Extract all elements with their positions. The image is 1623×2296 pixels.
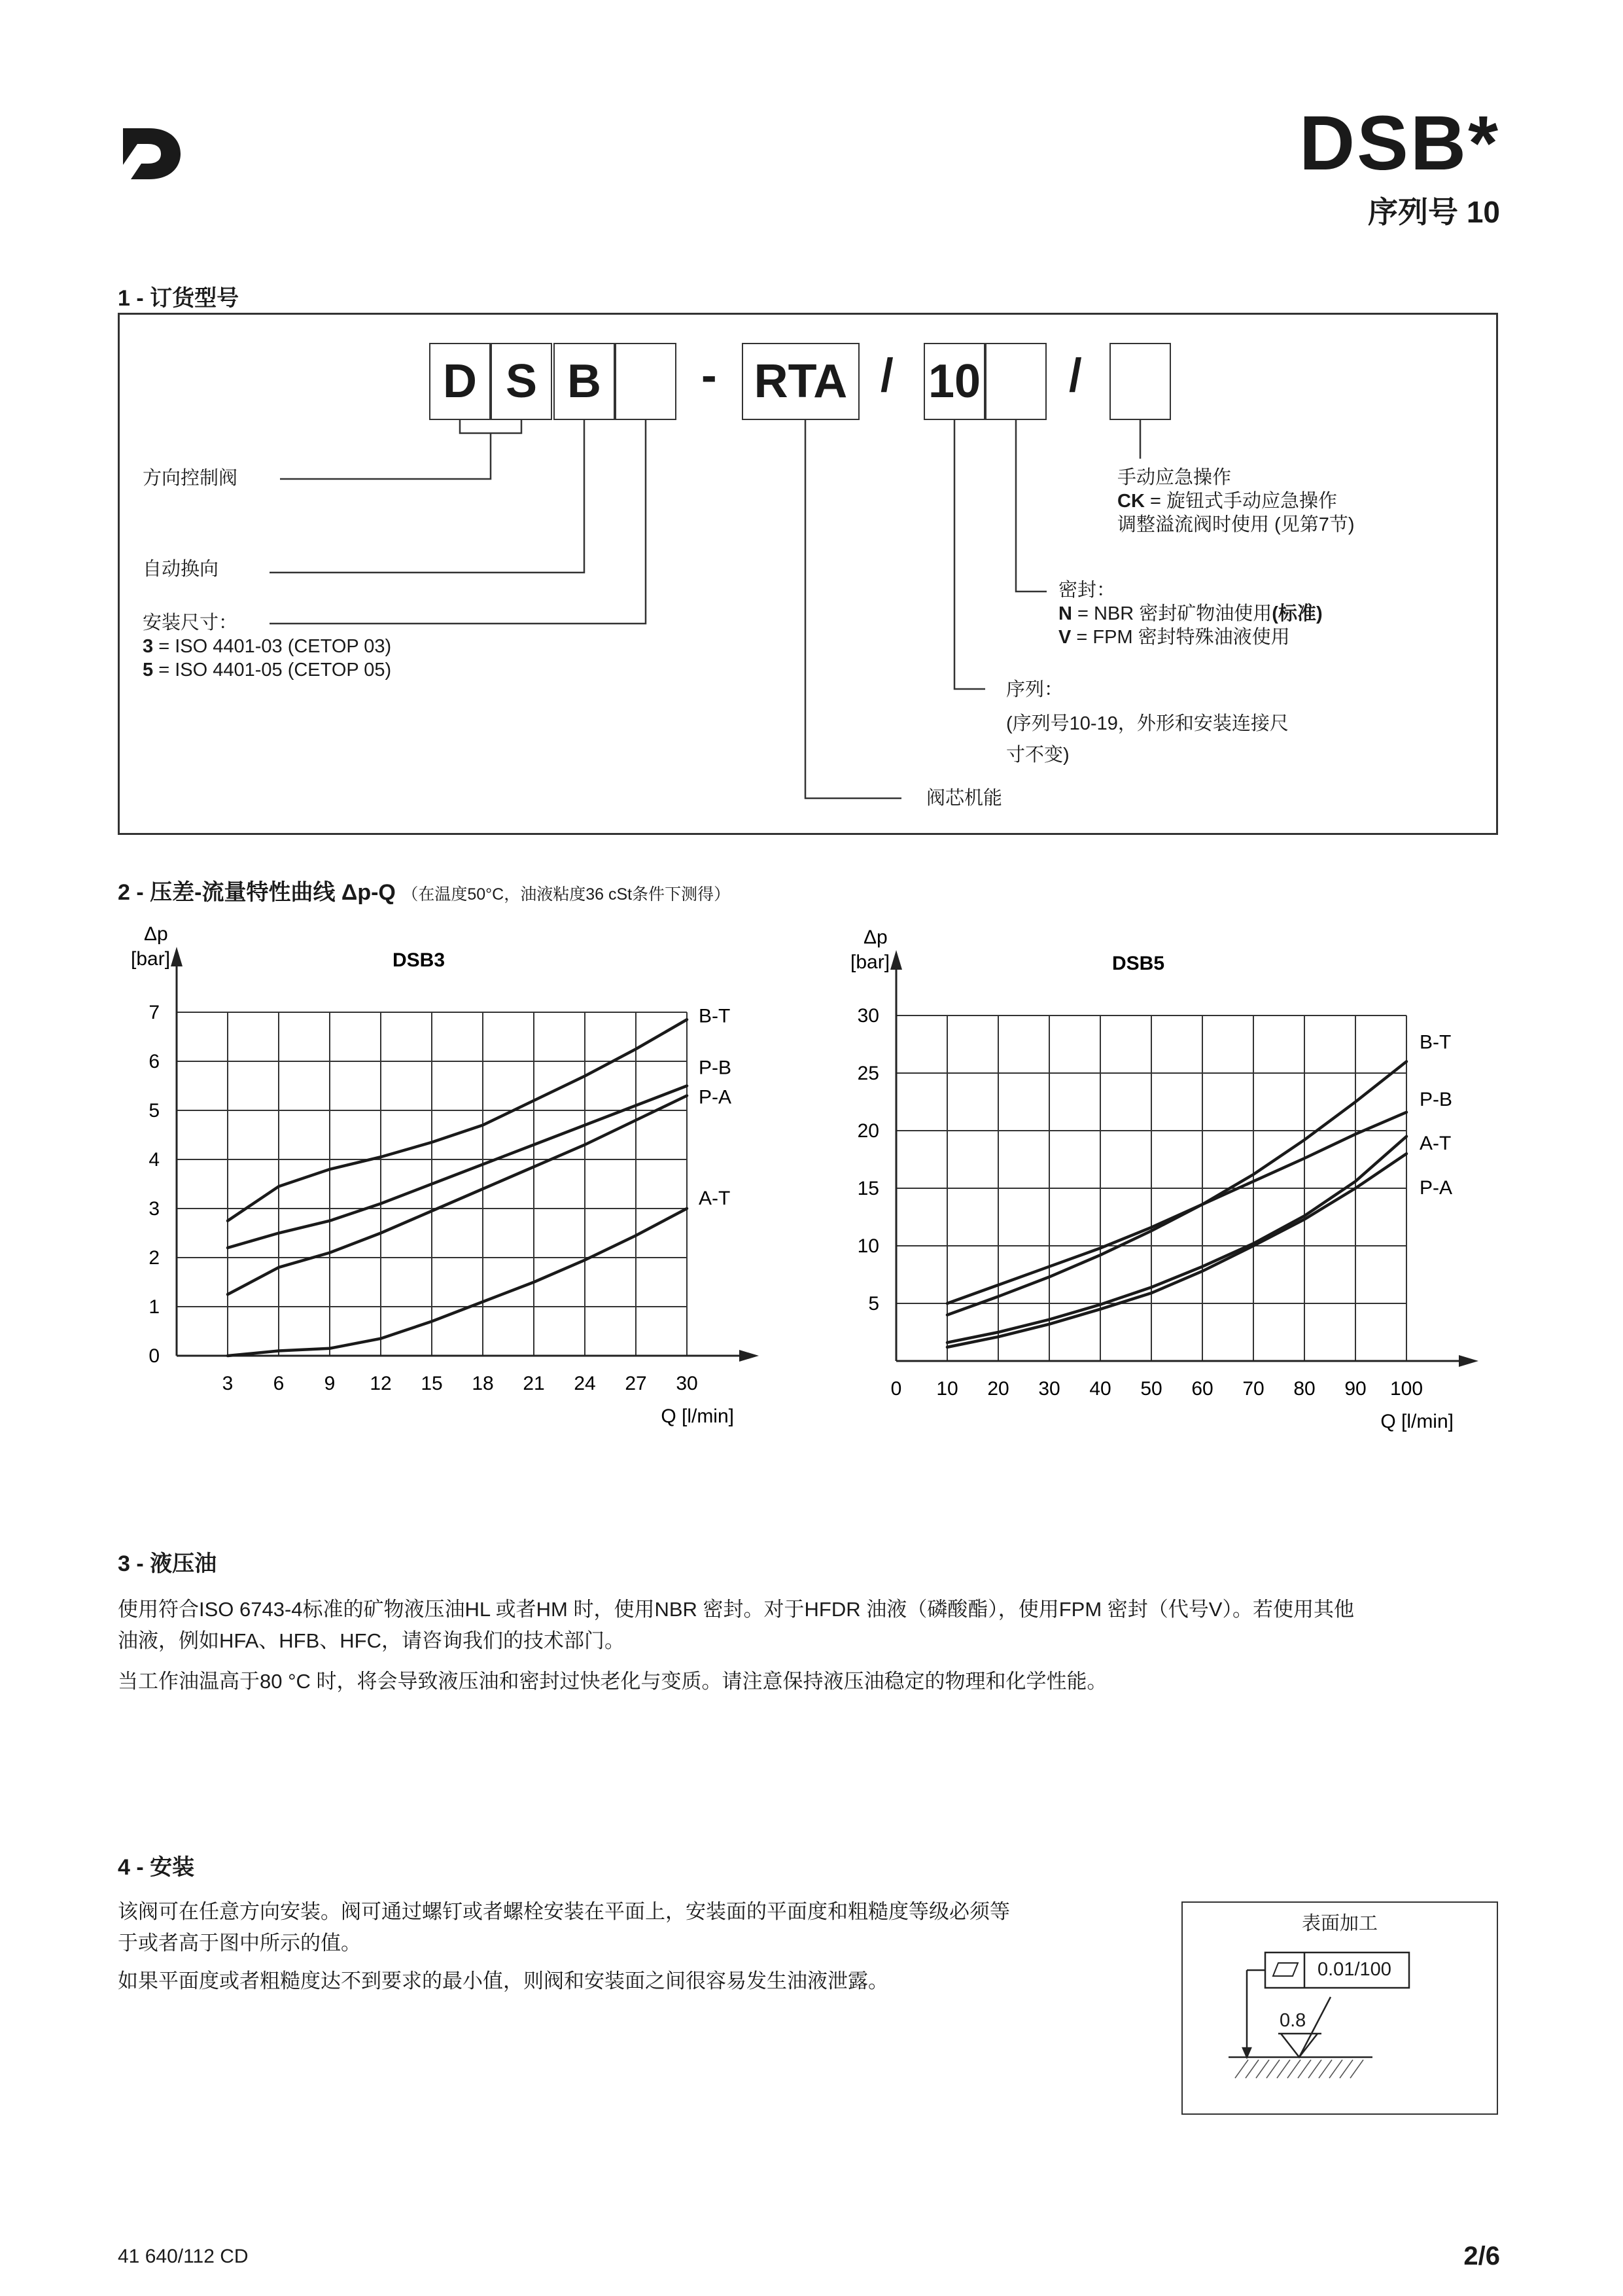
code-box-spool: RTA bbox=[742, 343, 860, 420]
y-tick-label: 2 bbox=[148, 1247, 160, 1269]
label-seal-n: N = NBR 密封矿物油使用(标准) bbox=[1058, 603, 1323, 624]
flatness-value: 0.01/100 bbox=[1318, 1959, 1391, 1980]
code-box-s: S bbox=[491, 343, 552, 420]
label-series-title: 序列： bbox=[1006, 679, 1064, 700]
x-tick-label: 3 bbox=[222, 1373, 234, 1394]
y-axis-arrow bbox=[890, 950, 902, 970]
x-tick-label: 0 bbox=[890, 1378, 902, 1400]
y-tick-label: 0 bbox=[148, 1345, 160, 1367]
chart-title: DSB5 bbox=[1111, 953, 1165, 974]
y-tick-label: 30 bbox=[857, 1005, 879, 1027]
series-label-p-a: P-A bbox=[699, 1086, 732, 1108]
ordering-code-leaders bbox=[0, 0, 1623, 851]
section-1-heading: 1 - 订货型号 bbox=[118, 286, 239, 311]
roughness-value: 0.8 bbox=[1280, 2010, 1306, 2031]
document-number: 41 640/112 CD bbox=[118, 2246, 249, 2267]
label-series-note-1: (序列号10-19，外形和安装连接尺 bbox=[1006, 713, 1289, 734]
section-3-paragraph-1: 使用符合ISO 6743-4标准的矿物液压油HL 或者HM 时，使用NBR 密封。对于HFDR 油液（磷酸酯），使用FPM 密封（代号V）。若使用其他 油液，例如HFA、HFB、HFC，请咨询我们的技术部门。 bbox=[118, 1598, 1354, 1652]
label-seal-v: V = FPM 密封特殊油液使用 bbox=[1058, 627, 1290, 648]
label-ck-option: CK = 旋钮式手动应急操作 bbox=[1117, 491, 1337, 512]
y-tick-label: 7 bbox=[148, 1002, 160, 1023]
label-directional-valve: 方向控制阀 bbox=[143, 468, 238, 489]
x-tick-label: 80 bbox=[1293, 1378, 1316, 1400]
series-line-p-a bbox=[947, 1154, 1406, 1347]
x-axis-arrow bbox=[739, 1350, 759, 1362]
x-tick-label: 10 bbox=[936, 1378, 958, 1400]
series-label-b-t: B-T bbox=[1420, 1031, 1452, 1053]
section-3-paragraph-2: 当工作油温高于80 °C 时，将会导致液压油和密封过快老化与变质。请注意保持液压油稳定的物理和化学性能。 bbox=[118, 1670, 1108, 1693]
page-number: 2/6 bbox=[1463, 2242, 1500, 2270]
series-line-b-t bbox=[228, 1019, 687, 1221]
x-axis-label: Q [l/min] bbox=[1380, 1411, 1454, 1432]
label-series-note-2: 寸不变) bbox=[1006, 745, 1070, 766]
section-4-paragraph-2: 如果平面度或者粗糙度达不到要求的最小值，则阀和安装面之间很容易发生油液泄露。 bbox=[118, 1969, 888, 1992]
y-tick-label: 4 bbox=[148, 1149, 160, 1171]
x-tick-label: 60 bbox=[1191, 1378, 1213, 1400]
y-tick-label: 1 bbox=[148, 1296, 160, 1318]
x-axis-label: Q [l/min] bbox=[661, 1405, 734, 1427]
y-tick-label: 5 bbox=[868, 1293, 879, 1315]
code-slash-2: / bbox=[1069, 350, 1082, 402]
y-axis-label: Δp bbox=[864, 927, 888, 948]
code-slash-1: / bbox=[881, 350, 894, 402]
x-tick-label: 30 bbox=[676, 1373, 698, 1394]
x-tick-label: 40 bbox=[1089, 1378, 1111, 1400]
code-box-d: D bbox=[429, 343, 491, 420]
series-line-p-b bbox=[947, 1112, 1406, 1303]
chart-title: DSB3 bbox=[392, 949, 445, 971]
x-tick-label: 18 bbox=[472, 1373, 494, 1394]
series-subtitle: 序列号 10 bbox=[1368, 195, 1500, 229]
code-box-b: B bbox=[553, 343, 615, 420]
series-label-b-t: B-T bbox=[699, 1005, 731, 1027]
y-axis-arrow bbox=[171, 947, 183, 966]
x-tick-label: 20 bbox=[987, 1378, 1009, 1400]
series-label-p-b: P-B bbox=[1420, 1088, 1453, 1110]
x-tick-label: 100 bbox=[1389, 1378, 1423, 1400]
y-tick-label: 20 bbox=[857, 1120, 879, 1142]
series-label-a-t: A-T bbox=[1420, 1132, 1452, 1154]
x-tick-label: 27 bbox=[625, 1373, 647, 1394]
x-tick-label: 15 bbox=[421, 1373, 443, 1394]
x-tick-label: 90 bbox=[1344, 1378, 1367, 1400]
label-mounting-03: 3 = ISO 4401-03 (CETOP 03) bbox=[143, 636, 392, 657]
x-tick-label: 12 bbox=[370, 1373, 392, 1394]
x-tick-label: 30 bbox=[1038, 1378, 1060, 1400]
chart-dsb5 bbox=[831, 923, 1498, 1446]
label-manual-override-title: 手动应急操作 bbox=[1117, 467, 1232, 488]
label-seal-title: 密封： bbox=[1058, 580, 1116, 601]
code-dash: - bbox=[701, 350, 717, 402]
x-tick-label: 6 bbox=[273, 1373, 285, 1394]
code-box-series: 10 bbox=[924, 343, 985, 420]
series-line-a-t bbox=[947, 1137, 1406, 1343]
section-3-heading: 3 - 液压油 bbox=[118, 1551, 217, 1576]
label-auto-return: 自动换向 bbox=[143, 559, 219, 580]
x-tick-label: 9 bbox=[324, 1373, 336, 1394]
y-axis-unit: [bar] bbox=[131, 948, 171, 970]
x-tick-label: 70 bbox=[1242, 1378, 1265, 1400]
y-tick-label: 3 bbox=[148, 1198, 160, 1220]
y-tick-label: 5 bbox=[148, 1100, 160, 1122]
surface-finish-title: 表面加工 bbox=[1301, 1913, 1378, 1934]
product-title: DSB* bbox=[1299, 100, 1500, 186]
label-mounting-title: 安装尺寸： bbox=[143, 612, 238, 633]
y-tick-label: 6 bbox=[148, 1051, 160, 1072]
x-tick-label: 50 bbox=[1140, 1378, 1162, 1400]
section-4-paragraph-1: 该阀可在任意方向安装。阀可通过螺钉或者螺栓安装在平面上，安装面的平面度和粗糙度等级必须等 于或者高于图中所示的值。 bbox=[118, 1900, 1010, 1954]
surface-finish-symbol bbox=[1183, 1903, 1497, 2113]
series-label-a-t: A-T bbox=[699, 1188, 731, 1209]
label-spool-type: 阀芯机能 bbox=[926, 788, 1003, 809]
x-axis-arrow bbox=[1459, 1355, 1478, 1367]
x-tick-label: 24 bbox=[574, 1373, 596, 1394]
series-label-p-a: P-A bbox=[1420, 1177, 1453, 1199]
y-tick-label: 25 bbox=[857, 1063, 879, 1084]
series-label-p-b: P-B bbox=[699, 1057, 732, 1079]
section-2-heading: 2 - 压差-流量特性曲线 Δp-Q （在温度50°C，油液粘度36 cSt条件下测得） bbox=[118, 880, 731, 905]
y-tick-label: 15 bbox=[857, 1178, 879, 1199]
surface-finish-box bbox=[1181, 1901, 1498, 2115]
y-axis-unit: [bar] bbox=[850, 951, 890, 973]
y-tick-label: 10 bbox=[857, 1235, 879, 1257]
label-mounting-05: 5 = ISO 4401-05 (CETOP 05) bbox=[143, 660, 392, 680]
x-tick-label: 21 bbox=[523, 1373, 545, 1394]
series-line-p-a bbox=[228, 1096, 687, 1295]
y-axis-label: Δp bbox=[144, 923, 168, 945]
label-ck-note: 调整溢流阀时使用 (见第7节) bbox=[1117, 514, 1355, 535]
chart-dsb3 bbox=[98, 916, 778, 1439]
series-line-a-t bbox=[228, 1209, 687, 1356]
section-4-heading: 4 - 安装 bbox=[118, 1855, 195, 1880]
